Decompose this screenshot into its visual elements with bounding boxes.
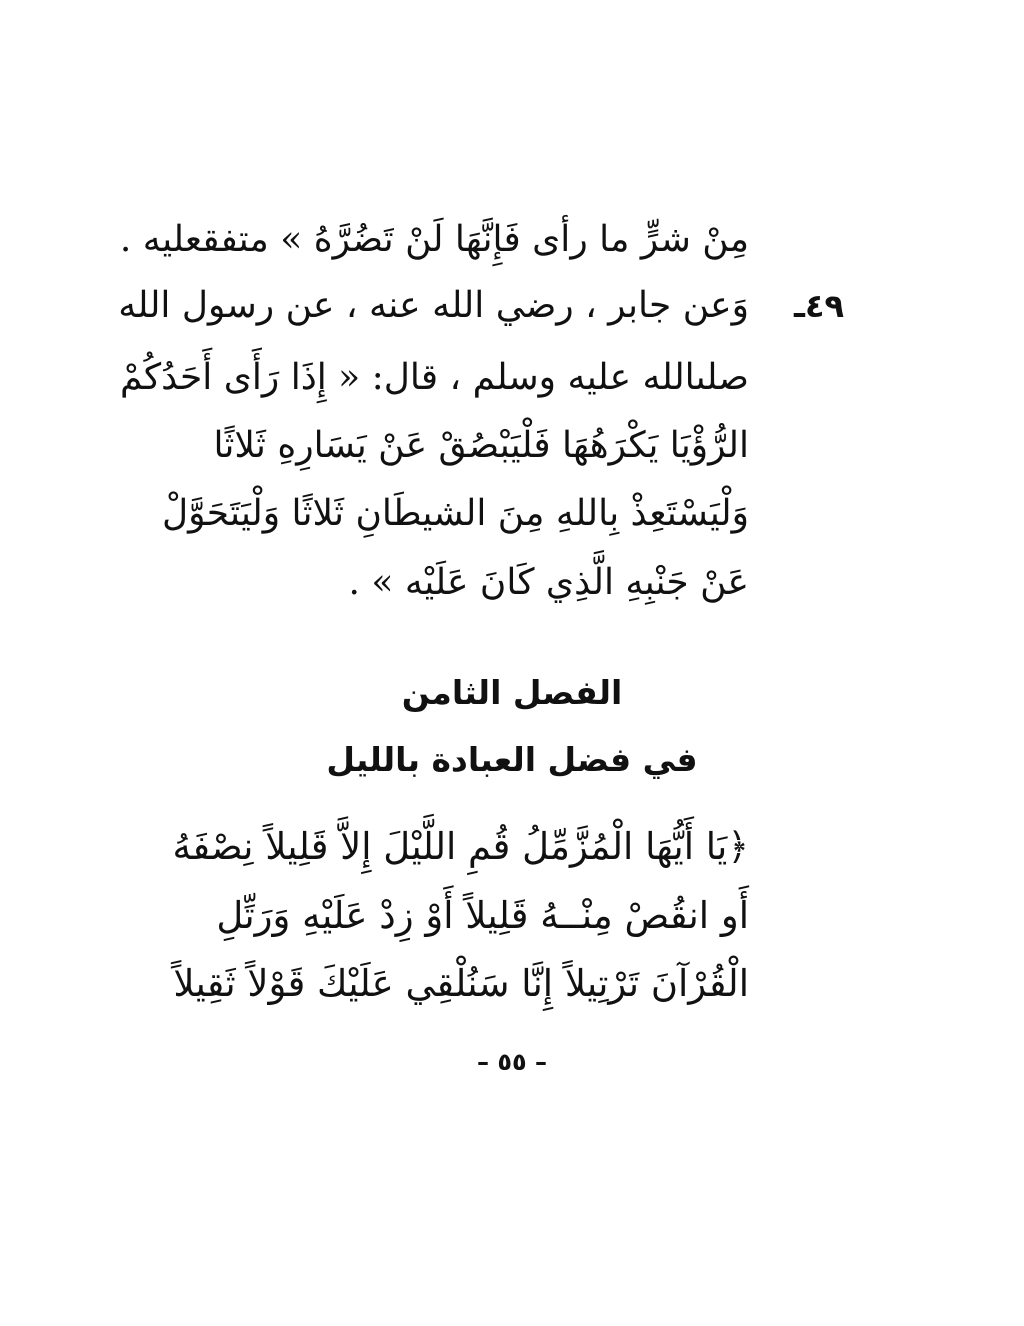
chapter-title: الفصل الثامن bbox=[401, 673, 623, 712]
hadith-number: ٤٩ـ bbox=[794, 287, 844, 325]
quran-verse-line-2: أَو انقُصْ مِنْــهُ قَلِيلاً أَوْ زِدْ عَلَيْهِ وَرَتِّلِ bbox=[216, 894, 749, 937]
hadith-49-line-4: وَلْيَسْتَعِذْ بِاللهِ مِنَ الشيطَانِ ثَلاثًا وَلْيَتَحَوَّلْ bbox=[162, 493, 749, 534]
hadith-49-line-5: عَنْ جَنْبِهِ الَّذِي كَانَ عَلَيْه » . bbox=[348, 562, 749, 603]
hadith-49-line-1: وَعن جابر ، رضي الله عنه ، عن رسول الله bbox=[118, 285, 749, 326]
page-number: – ٥٥ – bbox=[476, 1048, 547, 1076]
chapter-subtitle: في فضل العبادة بالليل bbox=[326, 740, 698, 779]
quran-verse-line-1: ﴿يَا أَيُّهَا الْمُزَّمِّلُ قُمِ اللَّيْلَ إِلاَّ قَلِيلاً نِصْفَهُ bbox=[172, 825, 749, 868]
hadith-49-line-2: صلىالله عليه وسلم ، قال: « إِذَا رَأَى أَحَدُكُمْ bbox=[120, 357, 749, 398]
quran-verse-line-3: الْقُرْآنَ تَرْتِيلاً إِنَّا سَنُلْقِي عَلَيْكَ قَوْلاً ثَقِيلاً bbox=[173, 962, 749, 1005]
hadith-49-line-3: الرُّؤْيَا يَكْرَهُهَا فَلْيَبْصُقْ عَنْ يَسَارِهِ ثَلاثًا bbox=[213, 425, 749, 466]
hadith-48-ending-line: مِنْ شرٍّ ما رأى فَإِنَّهَا لَنْ تَضُرَّهُ » متفقعليه . bbox=[119, 219, 749, 260]
